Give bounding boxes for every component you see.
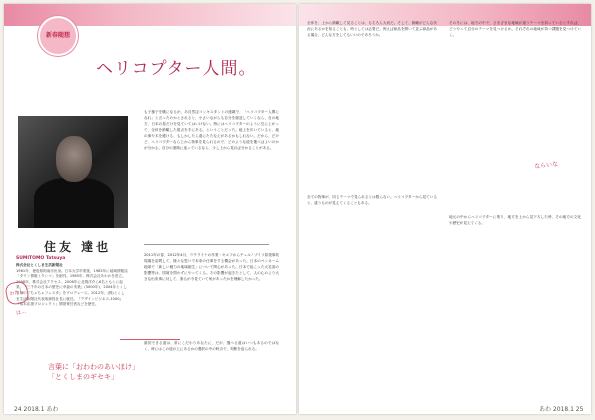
section-badge-label: 新春随想 [45, 32, 70, 39]
author-bio [16, 263, 128, 308]
handwritten-tag: わたしは… [4, 280, 30, 306]
handwritten-underline [120, 339, 180, 340]
right-page [299, 4, 591, 414]
author-company: 株式会社とくしま生活新聞社 [16, 263, 63, 267]
column-lower-2: 最初できる道は、常にこだわりあなたに、だが、選べる道はいつもあるのではなく、時にはこの道の上にあるかの選択の中の時点で、判断を迫られる。 [144, 341, 279, 351]
left-page [4, 4, 296, 414]
column-upper-1: も子様子を眺になるが、あ自然ぼコンキスタントの連載で、「ヘリコプター人間になれ」と言ったのかとされると、小さいながらも自分を創造していくなら、自の地方、日本の星だけを見ていてはいけない。特にはヘリコプターのように空に上がって、全体を俯瞰した視点を手にある。ということだった。地上を歩いていると、地の事や木を避ける、もしかしたら道にたたなえがあるかもしれない。だから、だけど、ヘリコプターなら上から物事を見られるので、どのような道を選べばよいのかが分かる。自分の進路に迷っているなら、少し上から見れば分かることがある。 [144, 110, 279, 150]
author-photo-head [56, 136, 92, 182]
column-right-4: 地元の中からヘリコプターに乗り、地方を上から見下ろした時、その地方の文化や歴史が見えてくる。 [449, 215, 581, 225]
column-lower-1: 2011年の春、2012年4月、ウクライナの作業・キエフからチェルノブイリ原発事故現場を訪問して、様々な思いで本来の仕事をする機会があった。日本のペンネーム地球で「新しい魅力の地域創生」について関心があった。日本で起こった大災害の影響等は、国境を問わずにやってくる。その影響が起きたとして、人の心のより大きな出来事に対して、誰もが今見ていて何があったかを理解したかった。 [144, 253, 279, 281]
article-title: ヘリコプター人間。 [96, 59, 257, 79]
author-photo-body [34, 178, 114, 228]
author-bio-text: 1961年、徳島県阿南市出身。日本大学卒業後、1983年に地域情報誌「タウン情報トクシマ」を創刊。1985年、株式会社あわわを設立。1998年、株式会社アクセス、2006年に北岡洋介ら6名ともとに起業。『三千年の日本の歴史に幸福の実業』(3000年)、2004年とくしま県の『ちゃちゃフェスタ』をプロデュース。2012年、(株)とくしま生活新聞社代表取締役社長に就任。『デザインビジネス-1000』『熊本応援プロジェクト』開発責任者などを歴任。 [16, 268, 128, 307]
author-name: 住友 達也 [44, 240, 112, 254]
handwritten-note-line-1: 言葉に「おわわのあいほけ」 [48, 363, 139, 371]
handwritten-note-line-2: 「とくしまのギセキ」 [48, 373, 118, 381]
column-right-2: 全ての物事が、同じテーマで見られるとは限らない。ヘリコプターから見ていると、違うものが見えてくることもある。 [307, 195, 437, 205]
handwritten-note [48, 362, 139, 382]
section-badge [38, 16, 78, 56]
column-right-1: 全体を、上から俯瞰して見ることは、もちろん大切だ。そして、俯瞰がどんな状況にあるかを知ることも、時としては必要だ。例えば商品を開いて並ぶ商品がある場合、どんな方をしてもいいのであろうか。 [307, 21, 437, 37]
column-divider [144, 244, 269, 245]
author-name-roman: SUMITOMO Tatsuya [16, 256, 66, 261]
handwritten-note-right: ならいな [533, 160, 559, 171]
author-photo [18, 116, 128, 228]
column-right-3: その冬には、地方の中で、さまざまな地域が違うテーマを持っているとすれば、どうやって自分のテーマを見つけるか。それぞれの地域が持つ課題を見つけていく。 [449, 21, 581, 37]
folio-left: 24 2018.1 あわ [14, 406, 59, 413]
folio-right: あわ 2018.1 25 [539, 406, 584, 413]
